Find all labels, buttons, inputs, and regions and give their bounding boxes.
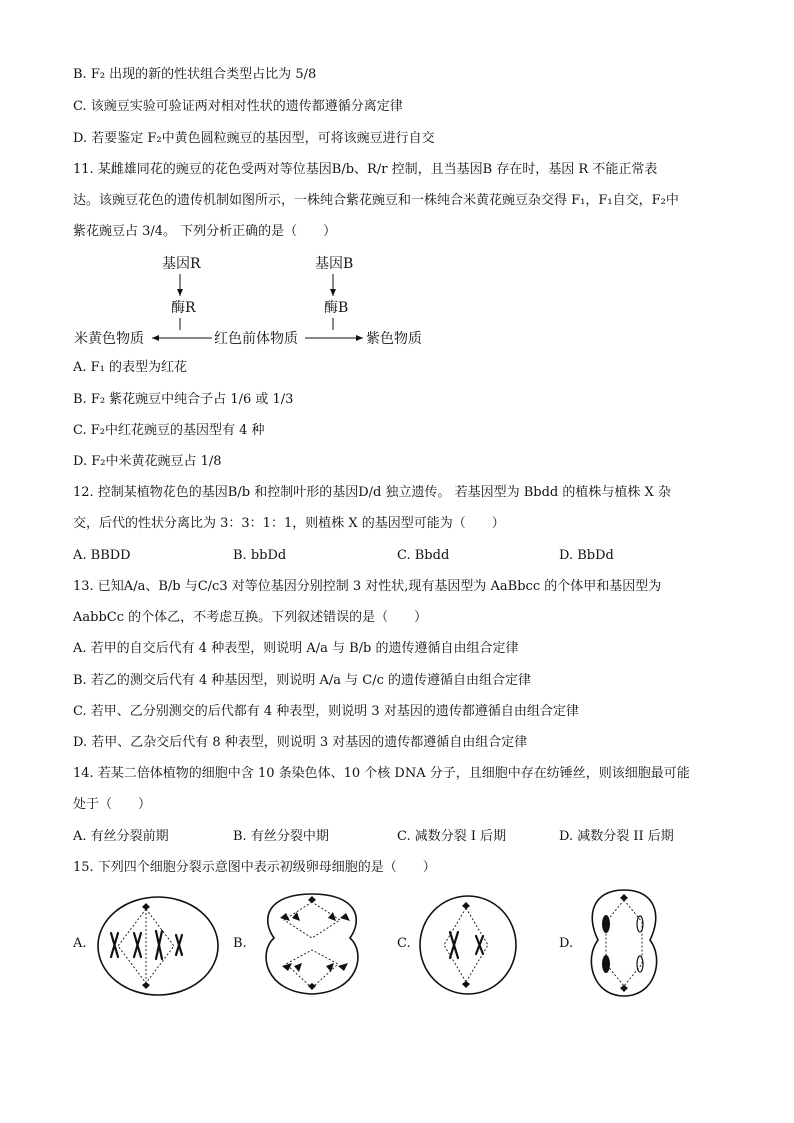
q12-option-b: B. bbDd — [233, 548, 287, 563]
q15-fig-d-label: D. — [559, 936, 574, 951]
q11-stem-line3: 紫花豌豆占 3/4。 下列分析正确的是（ ） — [73, 224, 337, 239]
q14-option-a: A. 有丝分裂前期 — [73, 829, 169, 844]
q15-fig-d-cell — [584, 886, 664, 1000]
q14-option-b: B. 有丝分裂中期 — [233, 829, 329, 844]
q12-stem-line2: 交，后代的性状分离比为 3：3：1：1，则植株 X 的基因型可能为（ ） — [73, 516, 505, 531]
option-c-q10: C. 该豌豆实验可验证两对相对性状的遗传都遵循分离定律 — [73, 99, 403, 114]
flower-color-pathway-diagram — [70, 250, 450, 350]
q15-fig-c-cell — [418, 894, 518, 996]
q15-fig-c-label: C. — [397, 936, 411, 951]
q15-fig-b-cell — [256, 888, 368, 1000]
q12-option-a: A. BBDD — [73, 548, 131, 563]
q13-stem-line2: AabbCc 的个体乙，不考虑互换。下列叙述错误的是（ ） — [73, 610, 428, 625]
q15-fig-a-label: A. — [73, 936, 87, 951]
purple-product-label: 紫色物质 — [366, 331, 422, 347]
beige-product-label: 米黄色物质 — [74, 331, 144, 347]
q14-option-c: C. 减数分裂 I 后期 — [397, 829, 507, 844]
red-precursor-label: 红色前体物质 — [214, 331, 298, 347]
gene-r-label: 基因R — [162, 256, 201, 272]
q15-fig-b-label: B. — [233, 936, 247, 951]
q11-stem-line1: 11. 某雌雄同花的豌豆的花色受两对等位基因B/b、R/r 控制，且当基因B 存在时，基因 R 不能正常表 — [73, 162, 658, 177]
q14-stem-line2: 处于（ ） — [73, 797, 152, 812]
q14-option-d: D. 减数分裂 II 后期 — [559, 829, 674, 844]
enzyme-b-label: 酶B — [324, 300, 349, 316]
q12-option-d: D. BbDd — [559, 548, 614, 563]
q13-option-c: C. 若甲、乙分别测交的后代都有 4 种表型，则说明 3 对基因的遗传都遵循自由组合定律 — [73, 704, 579, 719]
gene-b-label: 基因B — [315, 256, 354, 272]
q14-stem-line1: 14. 若某二倍体植物的细胞中含 10 条染色体、10 个核 DNA 分子，且细胞中存在纺锤丝，则该细胞最可能 — [73, 766, 690, 781]
q11-stem-line2: 达。该豌豆花色的遗传机制如图所示，一株纯合紫花豌豆和一株纯合米黄花豌豆杂交得 F₁，F₁自交，F₂中 — [73, 193, 679, 208]
q13-stem-line1: 13. 已知A/a、B/b 与C/c3 对等位基因分别控制 3 对性状,现有基因型为 AaBbcc 的个体甲和基因型为 — [73, 579, 662, 594]
option-d-q10: D. 若要鉴定 F₂中黄色圆粒豌豆的基因型，可将该豌豆进行自交 — [73, 131, 435, 146]
q13-option-d: D. 若甲、乙杂交后代有 8 种表型，则说明 3 对基因的遗传都遵循自由组合定律 — [73, 735, 528, 750]
q12-option-c: C. Bbdd — [397, 548, 450, 563]
q12-stem-line1: 12. 控制某植物花色的基因B/b 和控制叶形的基因D/d 独立遗传。 若基因型为 Bbdd 的植株与植株 X 杂 — [73, 485, 671, 500]
q15-fig-a-cell — [96, 895, 220, 997]
q11-option-d: D. F₂中米黄花豌豆占 1/8 — [73, 454, 222, 469]
q11-option-b: B. F₂ 紫花豌豆中纯合子占 1/6 或 1/3 — [73, 392, 294, 407]
q11-option-c: C. F₂中红花豌豆的基因型有 4 种 — [73, 423, 265, 438]
q15-stem: 15. 下列四个细胞分裂示意图中表示初级卵母细胞的是（ ） — [73, 860, 436, 875]
enzyme-r-label: 酶R — [171, 300, 196, 316]
q13-option-b: B. 若乙的测交后代有 4 种基因型，则说明 A/a 与 C/c 的遗传遵循自由组合定律 — [73, 673, 532, 688]
option-b-q10: B. F₂ 出现的新的性状组合类型占比为 5/8 — [73, 67, 317, 82]
q13-option-a: A. 若甲的自交后代有 4 种表型，则说明 A/a 与 B/b 的遗传遵循自由组合定律 — [73, 641, 519, 656]
q11-option-a: A. F₁ 的表型为红花 — [73, 360, 188, 375]
